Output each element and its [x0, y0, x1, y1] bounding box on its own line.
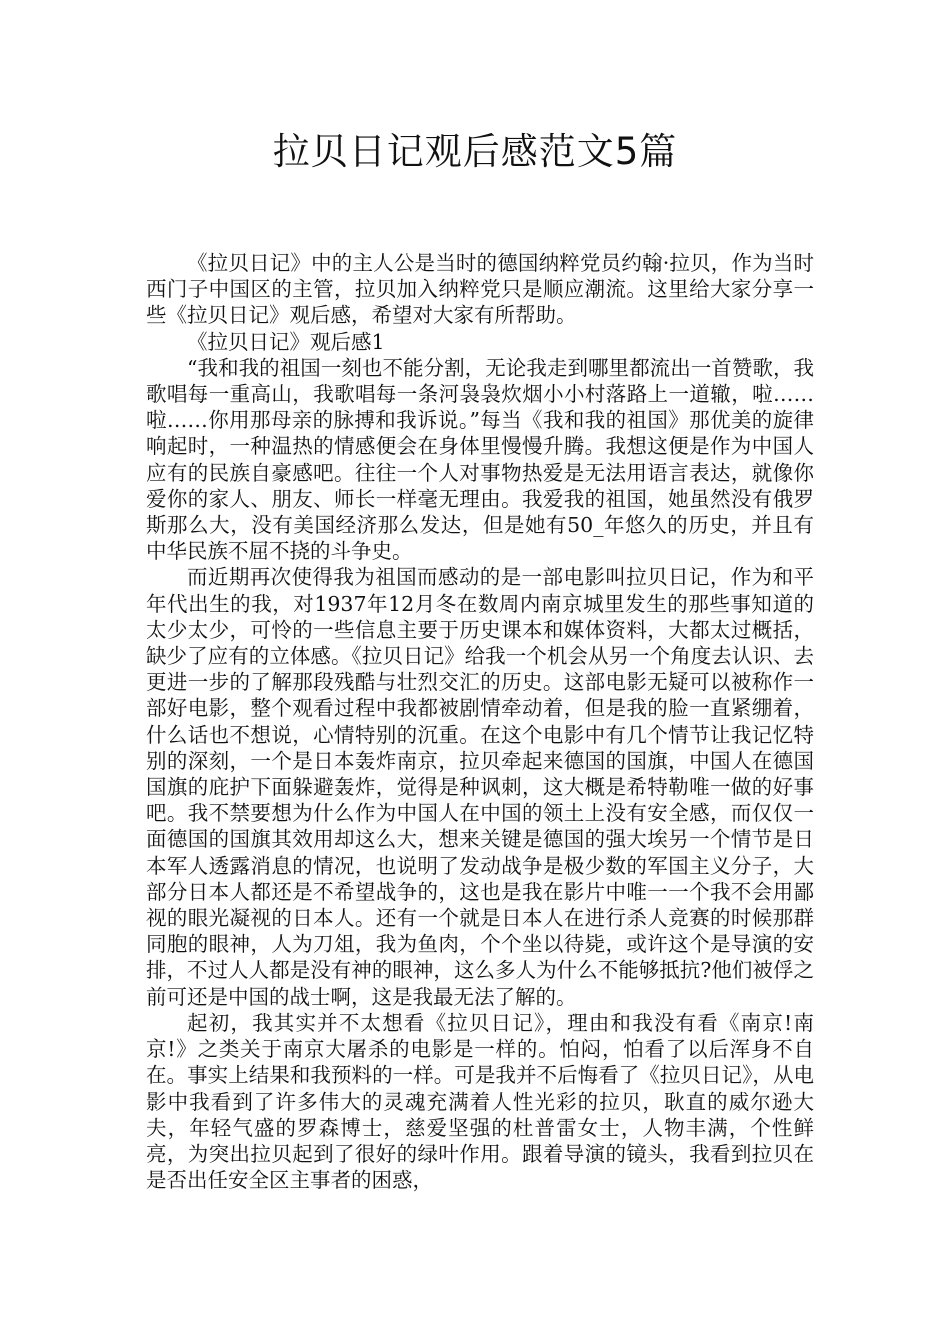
paragraph: 而近期再次使得我为祖国而感动的是一部电影叫拉贝日记，作为和平年代出生的我，对1937年12月冬在数周内南京城里发生的那些事知道的太少太少，可怜的一些信息主要于历史课本和媒体资料，大都太过概括，缺少了应有的立体感。《拉贝日记》给我一个机会从另一个角度去认识、去更进一步的了解那段残酷与壮烈交汇的历史。这部电影无疑可以被称作一部好电影，整个观看过程中我都被剧情牵动着，但是我的脸一直紧绷着，什么话也不想说，心情特别的沉重。在这个电影中有几个情节让我记忆特别的深刻，一个是日本轰炸南京，拉贝牵起来德国的国旗，中国人在德国国旗的庇护下面躲避轰炸，觉得是种讽刺，这大概是希特勒唯一做的好事吧。我不禁要想为什么作为中国人在中国的领土上没有安全感，而仅仅一面德国的国旗其效用却这么大，想来关键是德国的强大埃另一个情节是日本军人透露消息的情况，也说明了发动战争是极少数的军国主义分子，大部分日本人都还是不希望战争的，这也是我在影片中唯一一个我不会用鄙视的眼光凝视的日本人。还有一个就是日本人在进行杀人竞赛的时候那群同胞的眼神，人为刀俎，我为鱼肉，个个坐以待毙，或许这个是导演的安排，不过人人都是没有神的眼神，这么多人为什么不能够抵抗?他们被俘之前可还是中国的战士啊，这是我最无法了解的。 [146, 565, 814, 1009]
section-heading: 《拉贝日记》观后感1 [187, 329, 385, 354]
paragraph-intro: 《拉贝日记》中的主人公是当时的德国纳粹党员约翰·拉贝，作为当时西门子中国区的主管，拉贝加入纳粹党只是顺应潮流。这里给大家分享一些《拉贝日记》观后感，希望对大家有所帮助。 [146, 251, 814, 328]
document-title: 拉贝日记观后感范文5篇 [272, 130, 678, 173]
paragraph: “我和我的祖国一刻也不能分割，无论我走到哪里都流出一首赞歌，我歌唱每一重高山，我歌唱每一条河袅袅炊烟小小村落路上一道辙，啦……啦……你用那母亲的脉搏和我诉说。”每当《我和我的祖国》那优美的旋律响起时，一种温热的情感便会在身体里慢慢升腾。我想这便是作为中国人应有的民族自豪感吧。往往一个人对事物热爱是无法用语言表达，就像你爱你的家人、朋友、师长一样毫无理由。我爱我的祖国，她虽然没有俄罗斯那么大，没有美国经济那么发达，但是她有50_年悠久的历史，并且有中华民族不屈不挠的斗争史。 [146, 355, 814, 564]
document-body [146, 250, 814, 1193]
paragraph: 起初，我其实并不太想看《拉贝日记》，理由和我没有看《南京!南京!》之类关于南京大屠杀的电影是一样的。怕闷，怕看了以后浑身不自在。事实上结果和我预料的一样。可是我并不后悔看了《拉贝日记》，从电影中我看到了许多伟大的灵魂充满着人性光彩的拉贝，耿直的威尔逊大夫，年轻气盛的罗森博士，慈爱坚强的杜普雷女士，人物丰满，个性鲜亮，为突出拉贝起到了很好的绿叶作用。跟着导演的镜头，我看到拉贝在是否出任安全区主事者的困惑， [146, 1010, 814, 1193]
